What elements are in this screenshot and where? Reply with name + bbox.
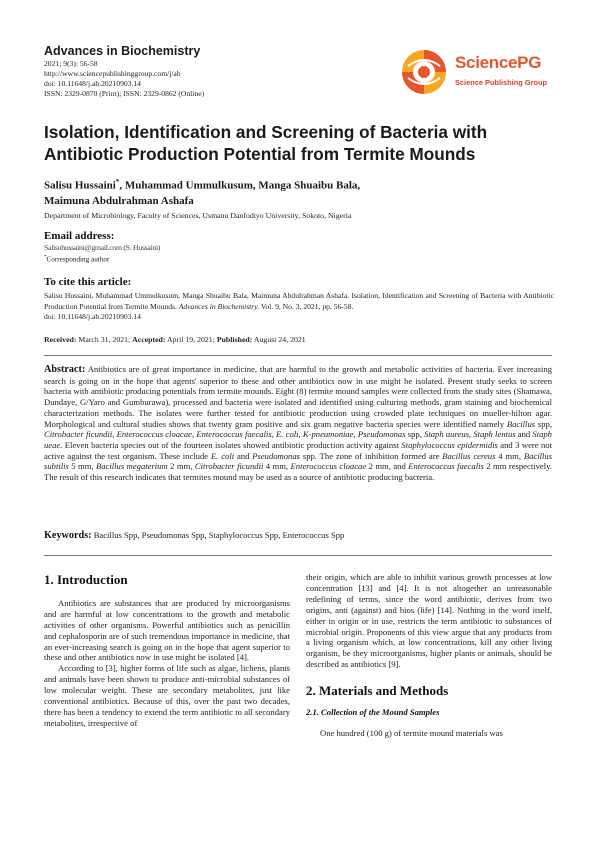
author-first: Salisu Hussaini: [44, 179, 116, 192]
abstract-species: Staph ueae.: [44, 429, 552, 450]
journal-issn: ISSN: 2329-0870 (Print); ISSN: 2329-0862 (Online): [44, 89, 205, 98]
publication-dates: [44, 335, 306, 344]
keywords: [44, 530, 552, 541]
abstract-species: Staphylococcus epidermidis: [401, 439, 498, 450]
citation-text: [44, 291, 554, 323]
intro-paragraph-3: their origin, which are able to inhibit various growth processes at low concentration [13] and [4]. It is not altogether an unreasonable redefining of terms, since the word antibiotic, derives from two origins, anti (against) and bios (life) [14]. Nothing in the word itself, either in origin or in use, restricts the term antibiotic to substances of microbial origin. Proponents of this view argue that any products from a living organism which, at low concentrations, kill any other living organism, be they microorganisms, higher plants or animals, should be described as antibiotics [9].: [306, 572, 552, 670]
citation-journal: Advances in Biochemistry.: [178, 301, 260, 311]
abstract-species: Enterococcus faecalis: [408, 461, 484, 472]
abstract-text: 2 mm, and: [366, 461, 409, 472]
abstract-species: Enterococcus cloacae: [290, 461, 367, 472]
abstract-species: Pseudomonas: [252, 450, 300, 461]
abstract-text: and: [234, 450, 253, 461]
email-address[interactable]: Salisuhussaini@gmail.com (S. Hussaini): [44, 243, 161, 252]
abstract-text: and: [515, 429, 533, 440]
published-date: August 24, 2021: [252, 335, 306, 344]
corresponding-mark: *: [115, 178, 120, 186]
abstract-species: Bacillus cereus: [442, 450, 496, 461]
abstract-text: spp,: [535, 418, 552, 429]
citation-doi[interactable]: doi: 10.11648/j.ab.20210903.14: [44, 312, 141, 321]
corresponding-note: [44, 255, 109, 263]
intro-heading: 1. Introduction: [44, 572, 128, 587]
methods-paragraph-1: One hundred (100 g) of termite mound materials was: [320, 727, 503, 738]
paper-title: Isolation, Identification and Screening of Bacteria with Antibiotic Production Potential from Termite Mounds: [44, 122, 488, 164]
abstract-text: 5 mm,: [68, 461, 97, 472]
journal-name: Advances in Biochemistry: [44, 44, 201, 58]
abstract-species: Citrobacter ficundii: [194, 461, 264, 472]
abstract-text: spp,: [405, 429, 425, 440]
keywords-text: Bacillus Spp, Pseudomonas Spp, Staphylococcus Spp, Enterococcus Spp: [91, 530, 345, 540]
abstract-text: 4 mm,: [495, 450, 524, 461]
email-heading: Email address:: [44, 230, 115, 242]
journal-issue: 2021; 9(3): 56-58: [44, 59, 98, 68]
citation-volume: Vol. 9, No. 3, 2021, pp. 56-58.: [259, 301, 354, 311]
divider-bottom: [44, 555, 552, 556]
intro-paragraph-2: According to [3], higher forms of life such as algae, lichens, plants and animals have been shown to produce anti-microbial substances of low molecular weight. These are secondary metabolites, just like conventional antibiotics. Because of this, over the past two decades, there has been a tendency to extend the term antibiotic to all secondary metabolites, irrespective of: [44, 663, 290, 728]
author-list: [44, 175, 524, 209]
abstract-species: Bacillus subtilis: [44, 450, 553, 472]
logo-wordmark: SciencePG: [455, 53, 542, 72]
received-date: March 31, 2021;: [76, 335, 133, 344]
corresponding-note-mark: *: [44, 255, 47, 260]
abstract-species: Bacillus: [506, 418, 536, 429]
accepted-date: April 19, 2021;: [165, 335, 217, 344]
intro-paragraph-1: Antibiotics are substances that are produced by microorganisms and are harmful at low concentrations to the growth and metabolic activities of other organisms. Powerful antibiotics such as penicillin and cephalosporin are of such tremendous importance in medicine, that an ever-increasing search is going on in the hope that agent superior to these and other antibiotics now in use might be isolated [4].: [44, 597, 290, 663]
abstract-species: Citrobacter ficundii, Enterococcus cloacae, Enterococcus faecalis, E. coli, K-pneumoniae, Pseudomonas: [44, 429, 406, 440]
abstract-label: Abstract:: [44, 364, 86, 375]
cite-heading: To cite this article:: [44, 276, 132, 288]
journal-url[interactable]: http://www.sciencepublishinggroup.com/j/ab: [44, 69, 181, 78]
citation-authors-title: Salisu Hussaini, Muhammad Ummulkusum, Manga Shuaibu Bala, Maimuna Abdulrahman Ashafa. Isolation, Identification and Screening of Bacteria with Antibiotic Production Potential from Termite Mounds.: [44, 291, 554, 311]
methods-heading: 2. Materials and Methods: [306, 683, 449, 699]
abstract-text: 2 mm respectively. The result of this research indicates that termites mound may be used as a source of antibiotic producing bacteria.: [44, 461, 552, 483]
abstract-text: spp. The zone of inhibition formed are: [300, 450, 443, 461]
abstract: [44, 364, 552, 483]
published-label: Published:: [216, 335, 253, 344]
abstract-species: Bacillus megaterium: [96, 461, 168, 472]
abstract-species: Staph aureus, Staph lentus: [424, 429, 516, 440]
abstract-text: 2 mm,: [167, 461, 195, 472]
abstract-species: E. coli: [210, 450, 235, 461]
journal-doi[interactable]: doi: 10.11648/j.ab.20210903.14: [44, 79, 141, 88]
divider-top: [44, 355, 552, 356]
right-column: [306, 572, 552, 739]
keywords-label: Keywords:: [44, 530, 92, 541]
affiliation: Department of Microbiology, Faculty of Sciences, Usmanu Danfodiyo University, Sokoto, Nigeria: [44, 211, 352, 220]
abstract-text: Eleven bacteria species out of the fourteen isolates showed antibiotic production activity against: [62, 439, 402, 450]
author-rest: , Muhammad Ummulkusum, Manga Shuaibu Bala,: [119, 179, 361, 192]
left-column: [44, 572, 290, 729]
abstract-text: and 3 were not active against the test organism. These include: [44, 439, 552, 461]
abstract-text: Antibiotics are of great importance in medicine, that are harmful to the growth and metabolic activities of bacteria. Ever increasing search is going on in the hope that agents' superior to these and other antibiotics now in use might be isolated. Present study seeks to screen bacteria with antibiotic producing potentials from termite mounds. Eight (8) termite mound samples were collected from the study sites (Shamawa, Dundaye, G/Yaro and Gumburawa), processed and bacteria were isolated and identified using culturing methods, gram staining and biochemical characterization methods. The isolates were further tested for antibiotic production using crowded plate techniques on mueller-hilton agar. Morphological and cultural studies shows that twenty gram positive and six gram negative bacteria species were identified namely: [44, 364, 552, 429]
accepted-label: Accepted:: [132, 335, 166, 344]
received-label: Received:: [44, 335, 77, 344]
logo-subtitle: Science Publishing Group: [455, 78, 547, 87]
author-line2: Maimuna Abdulrahman Ashafa: [44, 194, 194, 207]
corresponding-note-text: Corresponding author: [46, 255, 110, 264]
methods-subheading: 2.1. Collection of the Mound Samples: [306, 707, 440, 718]
abstract-text: 4 mm,: [263, 461, 291, 472]
